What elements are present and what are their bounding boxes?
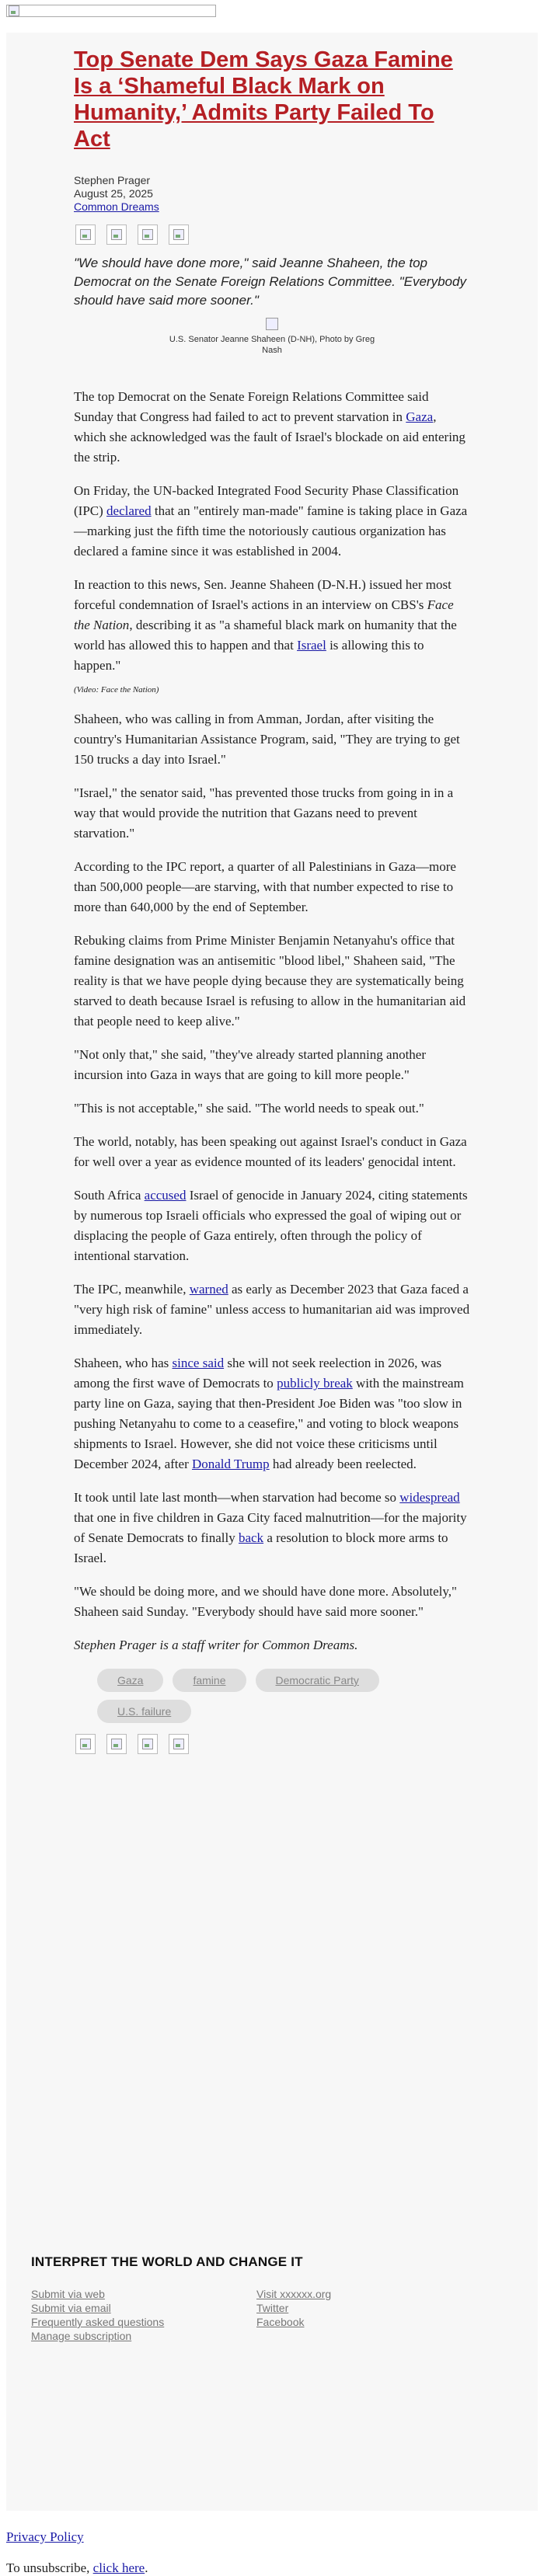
broken-image-icon [142, 229, 153, 240]
share-icon[interactable] [138, 1734, 158, 1754]
footer-link-visit-site[interactable]: Visit xxxxxx.org [256, 2288, 332, 2300]
footer-heading: INTERPRET THE WORLD AND CHANGE IT [31, 2254, 303, 2269]
inline-link[interactable]: warned [189, 1282, 228, 1297]
inline-link[interactable]: publicly break [277, 1376, 353, 1391]
inline-link[interactable]: widespread [399, 1490, 460, 1505]
author-bio: Stephen Prager is a staff writer for Common Dreams. [74, 1638, 358, 1652]
paragraph: Rebuking claims from Prime Minister Benjamin Netanyahu's office that famine designation was an antisemitic "blood libel," Shaheen said, "The reality is that we have people dying because they are systematically being starved to death because Israel is refusing to allow in the humanitarian aid that people need to keep alive." [74, 933, 466, 1029]
article-meta [74, 174, 470, 214]
unsubscribe-link[interactable]: click here [92, 2560, 145, 2575]
paragraph: In reaction to this news, Sen. Jeanne Shaheen (D-N.H.) issued her most forceful condemnation of Israel's actions in an interview on CBS's Face the Nation, describing it as "a shameful black mark on humanity that the world has allowed this to happen and that Israel is allowing this to happen." [74, 577, 457, 673]
video-note: (Video: Face the Nation) [74, 685, 159, 694]
legal-section [0, 2511, 544, 2576]
paragraph: The top Democrat on the Senate Foreign Relations Committee said Sunday that Congress had failed to act to prevent starvation in Gaza, which she acknowledged was the fault of Israel's blockade on aid entering the strip. [74, 389, 466, 465]
newsletter-footer [31, 2254, 482, 2343]
broken-image-icon [9, 5, 19, 16]
footer-link-submit-email[interactable]: Submit via email [31, 2302, 111, 2314]
broken-image-icon [173, 1739, 184, 1749]
paragraph: On Friday, the UN-backed Integrated Food Security Phase Classification (IPC) declared that an "entirely man-made" famine is taking place in Gaza—marking just the fifth time the notoriously cautious organization has declared a famine since it was established in 2004. [74, 483, 468, 559]
broken-image-icon [142, 1739, 153, 1749]
share-icon[interactable] [169, 225, 189, 245]
tag-pill[interactable]: famine [173, 1669, 246, 1692]
publication-link[interactable]: Common Dreams [74, 200, 159, 213]
paragraph: The IPC, meanwhile, warned as early as December 2023 that Gaza faced a "very high risk of famine" unless access to humanitarian aid was improved immediately. [74, 1282, 470, 1337]
unsubscribe-line: To unsubscribe, click here. [6, 2560, 148, 2575]
inline-link[interactable]: accused [144, 1188, 187, 1203]
share-icon[interactable] [169, 1734, 189, 1754]
share-icon[interactable] [106, 225, 127, 245]
share-bar-top [75, 225, 470, 245]
tag-list [97, 1669, 462, 1723]
inline-link[interactable]: back [238, 1530, 264, 1545]
privacy-policy-link[interactable]: Privacy Policy [6, 2529, 84, 2544]
share-icon[interactable] [75, 225, 96, 245]
footer-link-faq[interactable]: Frequently asked questions [31, 2316, 165, 2328]
article-container [6, 33, 538, 2511]
paragraph: South Africa accused Israel of genocide in January 2024, citing statements by numerous top Israeli officials who expressed the goal of wiping out or displacing the people of Gaza entirely, often through the policy of intentional starvation. [74, 1188, 468, 1263]
footer-link-manage-subscription[interactable]: Manage subscription [31, 2330, 132, 2342]
pull-quote: "We should have done more," said Jeanne Shaheen, the top Democrat on the Senate Foreign Relations Committee. "Everybody should have said more sooner." [74, 256, 466, 308]
inline-link[interactable]: Gaza [406, 409, 434, 424]
author-name: Stephen Prager [74, 174, 151, 186]
broken-image-icon [111, 229, 122, 240]
tag-pill[interactable]: U.S. failure [97, 1700, 191, 1723]
broken-image-icon [80, 229, 91, 240]
paragraph: Shaheen, who has since said she will not seek reelection in 2026, was among the first wave of Democrats to publicly break with the mainstream party line on Gaza, saying that then-President Joe Biden was "too slow in pushing Netanyahu to come to a ceasefire," and voting to block weapons shipments to Israel. However, she did not voice these criticisms until December 2024, after Donald Trump had already been reelected. [74, 1356, 464, 1471]
tag-pill[interactable]: Gaza [97, 1669, 163, 1692]
footer-link-twitter[interactable]: Twitter [256, 2302, 289, 2314]
paragraph: "Not only that," she said, "they've already started planning another incursion into Gaza in ways that are going to kill more people." [74, 1047, 427, 1082]
article-title-link[interactable]: Top Senate Dem Says Gaza Famine Is a ‘Shameful Black Mark on Humanity,’ Admits Party Failed To Act [74, 47, 453, 151]
paragraph: "We should be doing more, and we should have done more. Absolutely," Shaheen said Sunday. "Everybody should have said more sooner." [74, 1584, 457, 1619]
inline-link[interactable]: since said [172, 1356, 225, 1370]
tag-pill[interactable]: Democratic Party [256, 1669, 379, 1692]
paragraph: The world, notably, has been speaking out against Israel's conduct in Gaza for well over a year as evidence mounted of its leaders' genocidal intent. [74, 1134, 467, 1169]
share-icon[interactable] [138, 225, 158, 245]
footer-link-submit-web[interactable]: Submit via web [31, 2288, 105, 2300]
paragraph: Shaheen, who was calling in from Amman, Jordan, after visiting the country's Humanitarian Assistance Program, said, "They are trying to get 150 trucks a day into Israel." [74, 712, 460, 767]
broken-image-icon [266, 318, 278, 330]
paragraph: "This is not acceptable," she said. "The world needs to speak out." [74, 1101, 424, 1116]
paragraph: It took until late last month—when starvation had become so widespread that one in five children in Gaza City faced malnutrition—for the majority of Senate Democrats to finally back a resolution to block more arms to Israel. [74, 1490, 467, 1565]
paragraph: "Israel," the senator said, "has prevented those trucks from going in in a way that would provide the nutrition that Gazans need to prevent starvation." [74, 785, 454, 841]
publish-date: August 25, 2025 [74, 187, 153, 200]
inline-link[interactable]: Donald Trump [191, 1457, 270, 1471]
footer-links-right [256, 2287, 482, 2343]
paragraph: According to the IPC report, a quarter of all Palestinians in Gaza—more than 500,000 people—are starving, with that number expected to rise to more than 640,000 by the end of September. [74, 859, 456, 914]
footer-link-facebook[interactable]: Facebook [256, 2316, 305, 2328]
share-bar-bottom [75, 1734, 470, 1754]
footer-links-left [31, 2287, 256, 2343]
article-figure [74, 318, 470, 356]
article-title [74, 47, 470, 152]
inline-link[interactable]: declared [106, 503, 152, 518]
logo-image [6, 5, 216, 17]
inline-link[interactable]: Israel [297, 638, 326, 653]
broken-image-icon [80, 1739, 91, 1749]
share-icon[interactable] [75, 1734, 96, 1754]
share-icon[interactable] [106, 1734, 127, 1754]
broken-image-icon [173, 229, 184, 240]
image-caption: U.S. Senator Jeanne Shaheen (D-NH), Photo by Greg Nash [169, 335, 375, 355]
broken-image-icon [111, 1739, 122, 1749]
